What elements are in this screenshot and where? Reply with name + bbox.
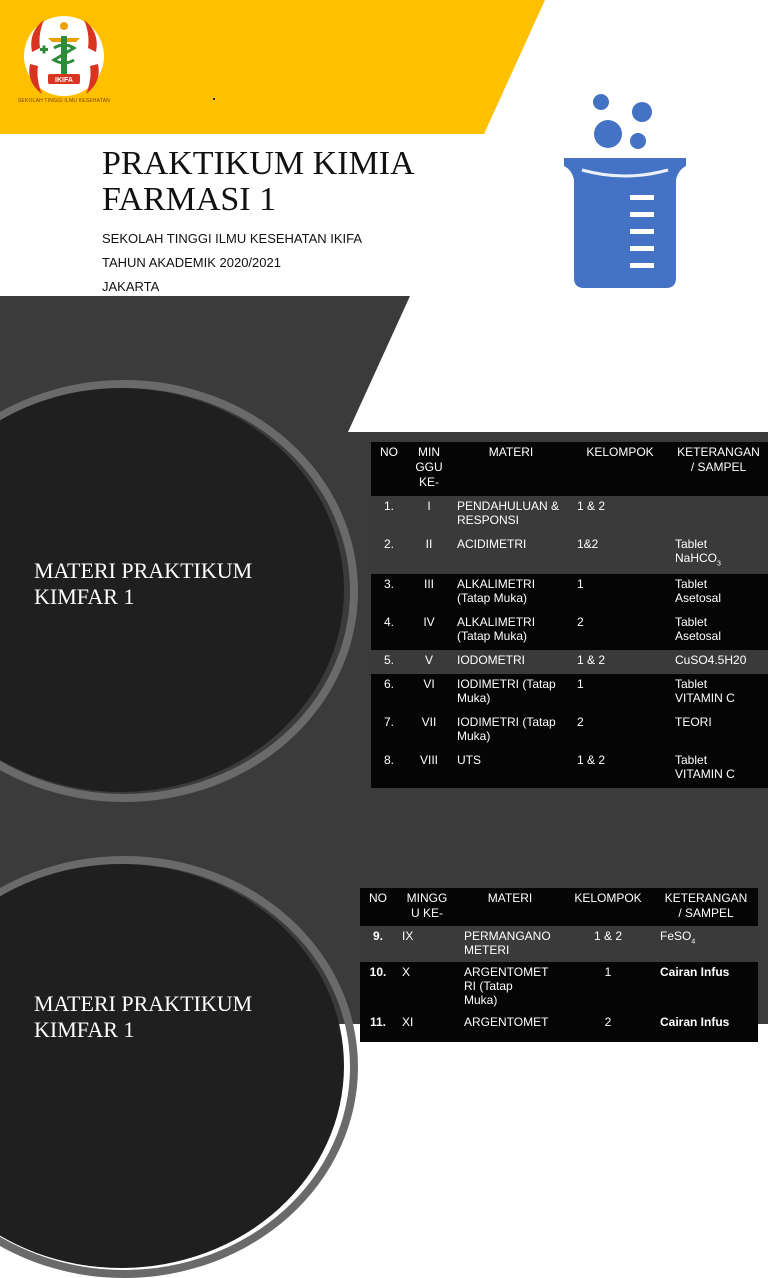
header-minggu: MIN GGU KE- (415, 445, 443, 489)
ikifa-logo-icon (18, 12, 110, 108)
table-row: 4. IV ALKALIMETRI (Tatap Muka) 2 Tablet Asetosal (371, 612, 768, 650)
logo-caption: SEKOLAH TINGGI ILMU KESEHATAN (17, 98, 111, 104)
table-row: 8. VIII UTS 1 & 2 Tablet VITAMIN C (371, 750, 768, 788)
subtitle-institution: SEKOLAH TINGGI ILMU KESEHATAN IKIFA (102, 231, 363, 246)
logo-wordmark: IKIFA (55, 77, 73, 84)
header-minggu: MINGG U KE- (406, 891, 448, 920)
table-row: 6. VI IODIMETRI (Tatap Muka) 1 Tablet VITAMIN C (371, 674, 768, 712)
subtitle-academic-year: TAHUN AKADEMIK 2020/2021 (102, 255, 281, 270)
schedule-slide-1 (0, 432, 768, 864)
schedule-table (371, 442, 768, 788)
header-no: NO (369, 891, 387, 905)
title-slide (0, 0, 768, 432)
beaker-icon (560, 90, 690, 295)
schedule-table (360, 888, 758, 1042)
header-keterangan: KETERANGAN / SAMPEL (677, 445, 760, 474)
slide-title-line-2: KIMFAR 1 (34, 584, 135, 609)
table-header-row (371, 442, 768, 496)
header-materi: MATERI (487, 891, 533, 905)
table-row: 5. V IODOMETRI 1 & 2 CuSO4.5H20 (371, 650, 768, 674)
header-no: NO (380, 445, 398, 459)
table-header-row (360, 888, 758, 926)
table-row: 2. II ACIDIMETRI 1&2 Tablet NaHCO$_3$ (371, 534, 768, 574)
slide-title-line-2: KIMFAR 1 (34, 1017, 135, 1042)
stray-dot (213, 98, 215, 100)
table-row: 11. XI ARGENTOMET 2 Cairan Infus (360, 1012, 758, 1042)
slide-title-line-1: MATERI PRAKTIKUM (34, 558, 253, 583)
header-kelompok: KELOMPOK (586, 445, 654, 459)
table-row: 1. I PENDAHULUAN & RESPONSI 1 & 2 (371, 496, 768, 534)
page-title (102, 146, 522, 218)
header-materi: MATERI (488, 445, 534, 459)
slide-title (34, 991, 252, 1043)
header-keterangan: KETERANGAN / SAMPEL (664, 891, 748, 920)
table-row: 10. X ARGENTOMET RI (Tatap Muka) 1 Cairan Infus (360, 962, 758, 1012)
table-row: 7. VII IODIMETRI (Tatap Muka) 2 TEORI (371, 712, 768, 750)
table-row: 3. III ALKALIMETRI (Tatap Muka) 1 Tablet Asetosal (371, 574, 768, 612)
subtitle-city: JAKARTA (102, 279, 160, 294)
slide-title (34, 558, 252, 610)
title-line-2: FARMASI 1 (102, 181, 277, 218)
table-row: 9. IX PERMANGANO METERI 1 & 2 FeSO$_4$ (360, 926, 758, 962)
schedule-slide-2 (0, 864, 768, 1042)
slide-title-line-1: MATERI PRAKTIKUM (34, 991, 253, 1016)
title-line-1: PRAKTIKUM KIMIA (102, 145, 415, 182)
header-kelompok: KELOMPOK (574, 891, 642, 905)
